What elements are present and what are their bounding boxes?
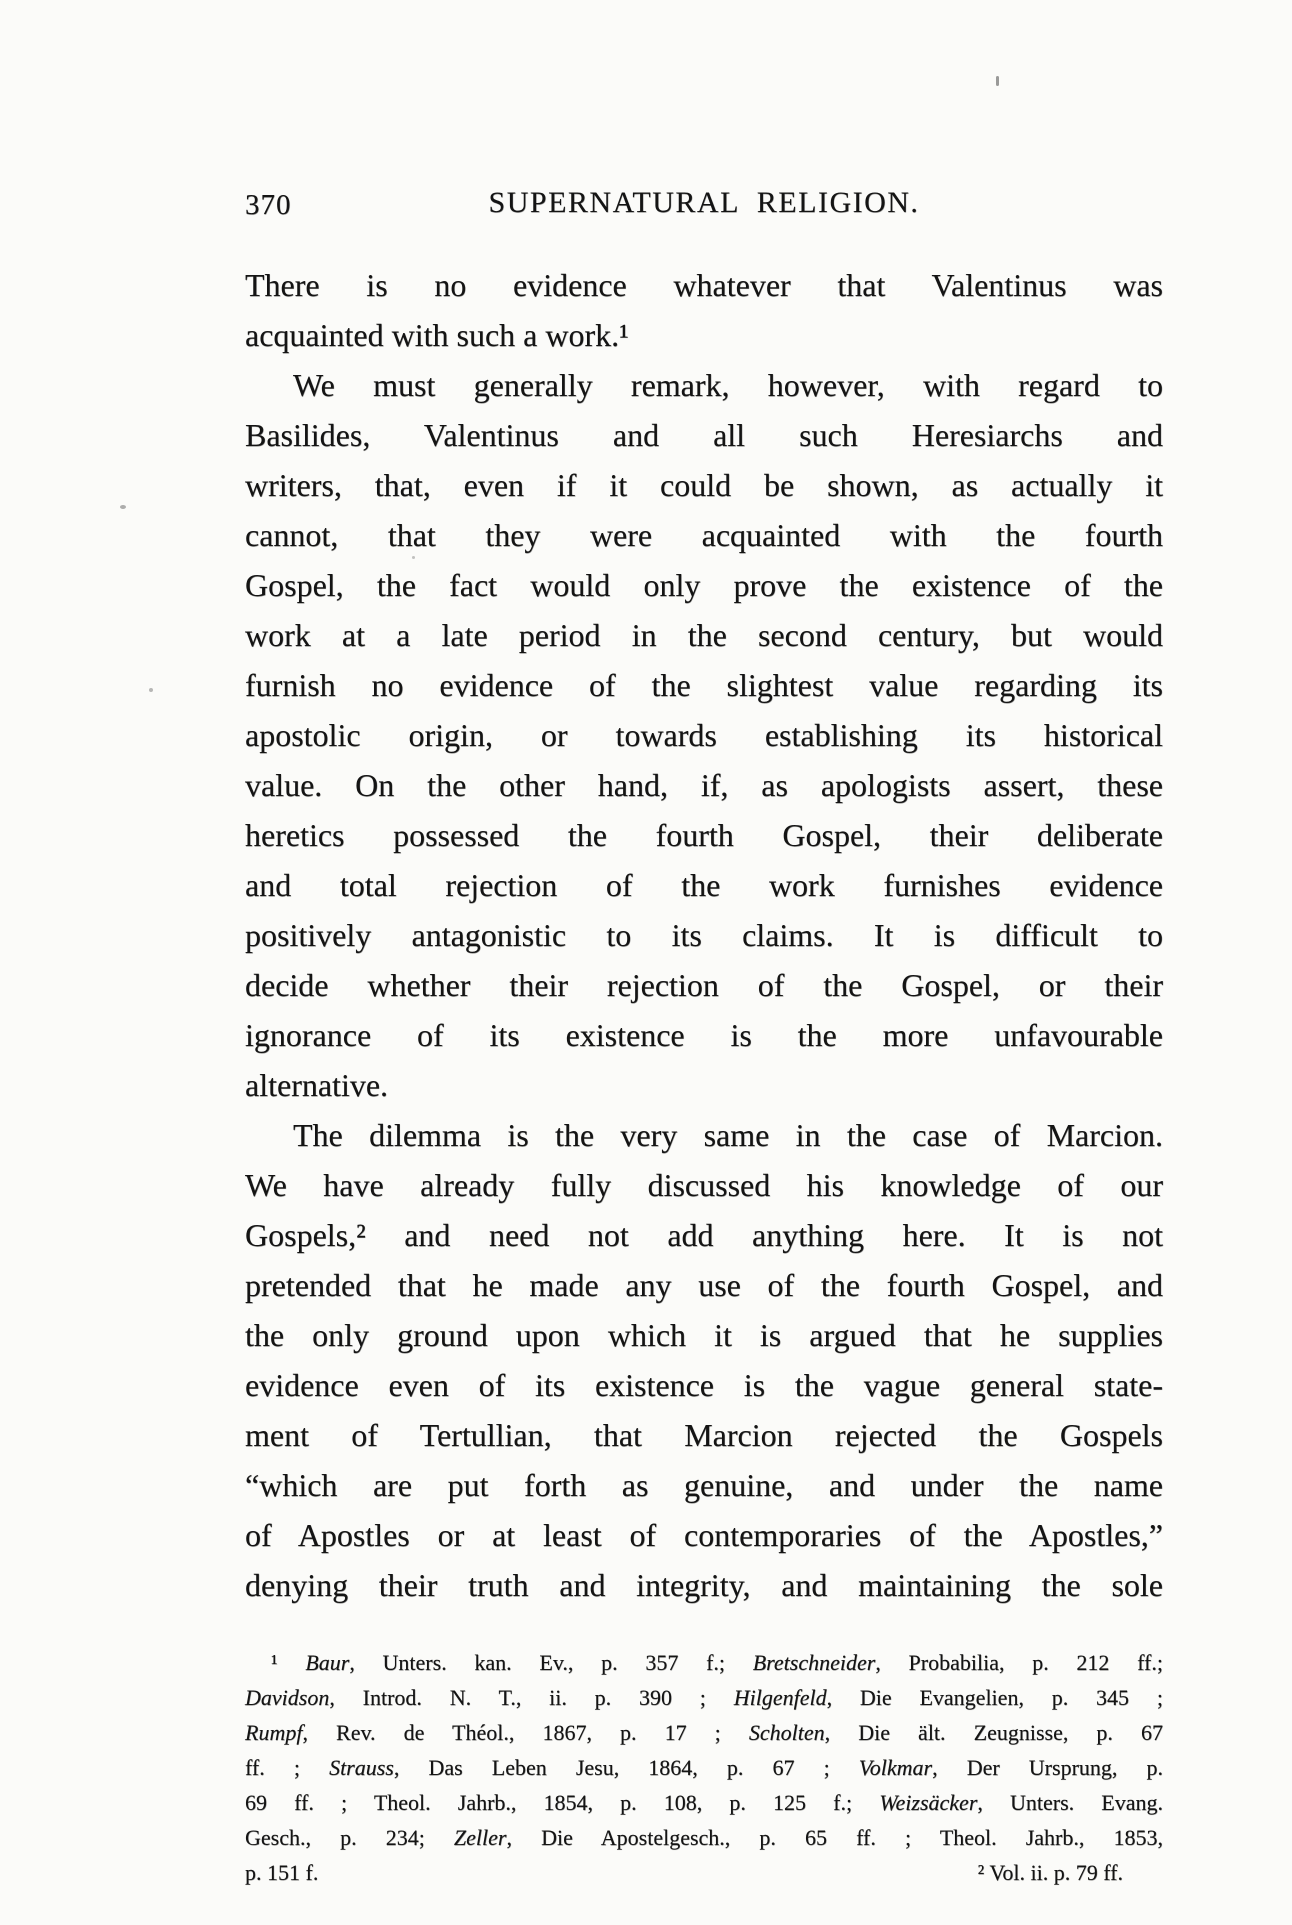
body-line: writers, that, even if it could be shown, as actually it [245,467,1163,503]
body-line: and total rejection of the work furnishes evidence [245,867,1163,903]
page-body [245,260,1163,1610]
body-line: apostolic origin, or towards establishing its historical [245,717,1163,753]
body-line: pretended that he made any use of the fourth Gospel, and [245,1267,1163,1303]
scan-artifact [996,76,999,86]
body-line: acquainted with such a work.¹ [245,317,629,353]
footnote-line: Rumpf, Rev. de Théol., 1867, p. 17 ; Scholten, Die ält. Zeugnisse, p. 67 [245,1720,1163,1745]
footnote-line: ff. ; Strauss, Das Leben Jesu, 1864, p. 67 ; Volkmar, Der Ursprung, p. [245,1755,1163,1780]
body-line: We have already fully discussed his knowledge of our [245,1167,1163,1203]
body-line: value. On the other hand, if, as apologists assert, these [245,767,1163,803]
footnote-line [245,1855,1163,1890]
paragraph-2 [245,360,1163,1110]
running-title: SUPERNATURAL RELIGION. [488,186,920,219]
body-line: positively antagonistic to its claims. It is difficult to [245,917,1163,953]
body-line: Gospels,² and need not add anything here. It is not [245,1217,1163,1253]
footnote-line: Davidson, Introd. N. T., ii. p. 390 ; Hilgenfeld, Die Evangelien, p. 345 ; [245,1685,1163,1710]
page-number: 370 [245,189,292,221]
body-line: work at a late period in the second century, but would [245,617,1163,653]
footnote-line: ¹ Baur, Unters. kan. Ev., p. 357 f.; Bretschneider, Probabilia, p. 212 ff.; [271,1650,1163,1675]
scan-artifact [149,688,153,692]
body-line: denying their truth and integrity, and maintaining the sole [245,1567,1163,1603]
paragraph-1 [245,260,1163,360]
body-line: furnish no evidence of the slightest value regarding its [245,667,1163,703]
body-line: “which are put forth as genuine, and under the name [245,1467,1163,1503]
footnote-1-end: p. 151 f. [245,1860,319,1885]
footnote-line: Gesch., p. 234; Zeller, Die Apostelgesch., p. 65 ff. ; Theol. Jahrb., 1853, [245,1825,1163,1850]
body-line: evidence even of its existence is the vague general state- [245,1367,1163,1403]
body-line: We must generally remark, however, with regard to [293,367,1163,403]
scan-artifact [412,556,415,559]
body-line: ment of Tertullian, that Marcion rejected the Gospels [245,1417,1163,1453]
body-line: The dilemma is the very same in the case of Marcion. [293,1117,1163,1153]
body-line: ignorance of its existence is the more unfavourable [245,1017,1163,1053]
body-line: the only ground upon which it is argued that he supplies [245,1317,1163,1353]
footnotes [245,1645,1163,1890]
footnote-line: 69 ff. ; Theol. Jahrb., 1854, p. 108, p. 125 f.; Weizsäcker, Unters. Evang. [245,1790,1163,1815]
scan-artifact [120,505,126,509]
body-line: Basilides, Valentinus and all such Heresiarchs and [245,417,1163,453]
body-line: decide whether their rejection of the Gospel, or their [245,967,1163,1003]
paragraph-3 [245,1110,1163,1610]
body-line: cannot, that they were acquainted with the fourth [245,517,1163,553]
body-line: heretics possessed the fourth Gospel, their deliberate [245,817,1163,853]
running-header [245,186,1163,224]
body-line: of Apostles or at least of contemporaries of the Apostles,” [245,1517,1163,1553]
body-line: Gospel, the fact would only prove the existence of the [245,567,1163,603]
footnote-2: ² Vol. ii. p. 79 ff. [977,1860,1123,1885]
body-line: alternative. [245,1067,389,1103]
body-line: There is no evidence whatever that Valentinus was [245,267,1163,303]
